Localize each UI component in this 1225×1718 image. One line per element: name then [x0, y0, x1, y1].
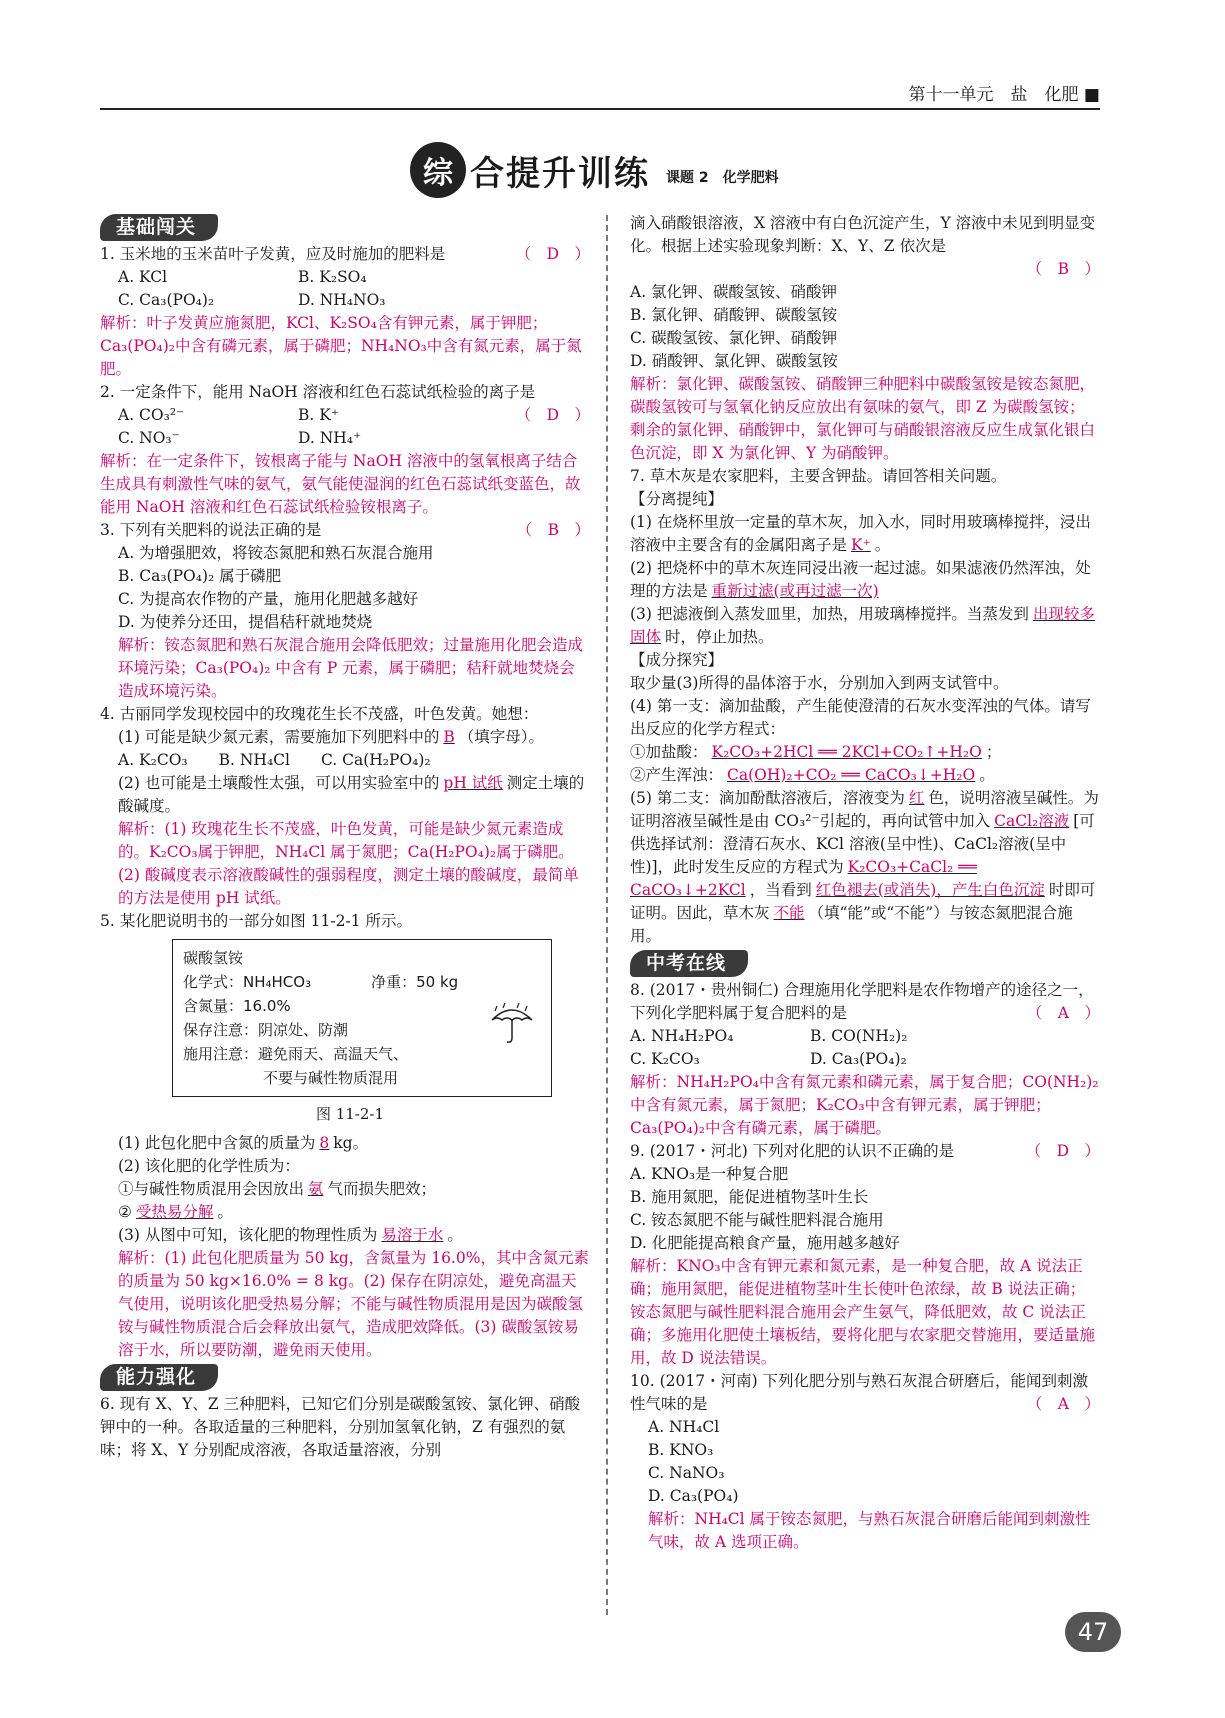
q8-answer: （ A ）: [1026, 1004, 1100, 1022]
page-title: [410, 140, 779, 200]
q3-stem: 3. 下列有关肥料的说法正确的是: [100, 521, 322, 539]
question-7: [630, 465, 1100, 948]
q7-sub2-text: (2) 把烧杯中的草木灰连同浸出液一起过滤。如果滤液仍然浑浊，处理的方法是: [630, 559, 1091, 600]
q7-sub4b-text: ②产生浑浊：: [630, 766, 724, 784]
box-name: 碳酸氢铵: [183, 949, 244, 967]
q7-sub4a-text: ①加盐酸：: [630, 743, 708, 761]
q5-sub2b-answer: 受热易分解: [135, 1203, 214, 1221]
fertilizer-label-box: [172, 939, 552, 1097]
q8-option-c: C. K₂CO₃: [630, 1050, 700, 1068]
q5-sub2a-text: ①与碱性物质混用会因放出: [118, 1180, 305, 1198]
left-column: [100, 212, 590, 1462]
q2-stem: 2. 一定条件下，能用 NaOH 溶液和红色石蕊试纸检验的离子是: [100, 383, 536, 401]
q7-sub4: (4) 第一支：滴加盐酸，产生能使澄清的石灰水变浑浊的气体。请写出反应的化学方程式：: [630, 697, 1091, 738]
q7-sub5-answer-3: K₂CO₃+CaCl₂ ══ CaCO₃↓+2KCl: [630, 858, 977, 899]
q7-sub1-tail: 。: [874, 536, 891, 554]
q7-sub4b-tail: 。: [979, 766, 995, 784]
q4-stem: 4. 古丽同学发现校园中的玫瑰花生长不茂盛，叶色发黄。她想：: [100, 705, 539, 723]
q5-analysis: 解析：(1) 此包化肥质量为 50 kg，含氮量为 16.0%，其中含氮元素的质量为 50 kg×16.0% = 8 kg。(2) 保存在阴凉处，避免高温天气使用，说明该化肥受热易分解；不能与碱性物质混用是因为碳酸氢铵与碱性物质混合后会释放出氨气，造成肥效降低。(3) 碳酸氢铵易溶于水，所以要防潮，避免雨天使用。: [118, 1249, 589, 1359]
question-10: [630, 1370, 1100, 1554]
q4-sub1-answer: B: [443, 728, 455, 746]
q1-answer: （ D ）: [515, 245, 590, 263]
column-divider: [606, 215, 608, 1615]
q1-option-d: D. NH₄NO₃: [298, 291, 386, 309]
q7-heading-2: 【成分探究】: [630, 651, 724, 669]
q8-analysis: 解析：NH₄H₂PO₄中含有氮元素和磷元素，属于复合肥；CO(NH₂)₂中含有氮元素，属于氮肥；K₂CO₃中含有钾元素，属于钾肥；Ca₃(PO₄)₂中含有磷元素，属于磷肥。: [630, 1073, 1099, 1137]
q7-sub5-text-2: 色，说明溶液呈碱性。为证明溶液呈碱性是由 CO₃²⁻引起的，再向试管中加入: [630, 789, 1099, 830]
q5-sub2a-answer: 氨: [308, 1180, 324, 1198]
q2-option-a: A. CO₃²⁻: [118, 406, 185, 424]
q5-sub1-text: (1) 此包化肥中含氮的质量为: [118, 1134, 316, 1152]
question-6-cont: [630, 212, 1100, 465]
q10-analysis: 解析：NH₄Cl 属于铵态氮肥，与熟石灰混合研磨后能闻到刺激性气味，故 A 选项正确。: [648, 1510, 1091, 1551]
figure-caption: 图 11-2-1: [315, 1105, 385, 1123]
title-sub: 课题 2 化学肥料: [666, 170, 779, 186]
q7-sub2-answer: 重新过滤(或再过滤一次): [711, 582, 879, 600]
q5-stem: 5. 某化肥说明书的一部分如图 11-2-1 所示。: [100, 912, 412, 930]
q9-option-a: A. KNO₃是一种复合肥: [630, 1165, 789, 1183]
q7-sub3-text: (3) 把滤液倒入蒸发皿里，加热，用玻璃棒搅拌。当蒸发到: [630, 605, 1029, 623]
q4-sub1-text: (1) 可能是缺少氮元素，需要施加下列肥料中的: [118, 728, 440, 746]
q1-analysis: 解析：叶子发黄应施氮肥，KCl、K₂SO₄含有钾元素，属于钾肥；Ca₃(PO₄)₂中含有磷元素，属于磷肥；NH₄NO₃中含有氮元素，属于氮肥。: [100, 314, 582, 378]
right-column: [630, 212, 1100, 1554]
title-main: 合提升训练: [470, 153, 650, 194]
q5-sub1-answer: 8: [319, 1134, 330, 1152]
q7-sub5-text-3: [可供选择试剂：澄清石灰水、KCl 溶液(呈中性)、CaCl₂溶液(呈中性)]，此时发生反应的方程式为: [630, 812, 1095, 876]
q8-option-d: D. Ca₃(PO₄)₂: [810, 1050, 907, 1068]
q5-sub3-text: (3) 从图中可知，该化肥的物理性质为: [118, 1226, 378, 1244]
q5-sub3-tail: 。: [447, 1226, 463, 1244]
q7-stem: 7. 草木灰是农家肥料，主要含钾盐。请回答相关问题。: [630, 467, 1007, 485]
q8-option-a: A. NH₄H₂PO₄: [630, 1027, 734, 1045]
question-3: [100, 519, 590, 703]
q4-sub1-tail: （填字母）。: [458, 728, 545, 746]
q7-sub5-text: (5) 第二支：滴加酚酞溶液后，溶液变为: [630, 789, 905, 807]
q10-option-d: D. Ca₃(PO₄): [648, 1487, 739, 1505]
q6-stem: 6. 现有 X、Y、Z 三种肥料，已知它们分别是碳酸氢铵、氯化钾、硝酸钾中的一种。各取适量的三种肥料，分别加氢氧化钠，Z 有强烈的氨味；将 X、Y 分别配成溶液，各取适量溶液，分别: [100, 1395, 581, 1459]
q7-sub5-text-6: （填“能”或“不能”）与铵态氮肥混合施用。: [630, 904, 1073, 945]
question-1: [100, 243, 590, 381]
q9-option-c: C. 铵态氮肥不能与碱性肥料混合施用: [630, 1211, 884, 1229]
q7-sub5-answer-2: CaCl₂溶液: [994, 812, 1070, 830]
q2-option-b: B. K⁺: [298, 406, 340, 424]
q6-option-d: D. 硝酸钾、氯化钾、碳酸氢铵: [630, 352, 838, 370]
q6-analysis: 解析：氯化钾、碳酸氢铵、硝酸钾三种肥料中碳酸氢铵是铵态氮肥，碳酸氢铵可与氢氧化钠反应放出有氨味的氨气，即 Z 为碳酸氢铵；剩余的氯化钾、硝酸钾中，氯化钾可与硝酸银溶液反应生成氯化银白色沉淀，即 X 为氯化钾、Y 为硝酸钾。: [630, 375, 1096, 462]
q5-sub2a-tail: 气而损失肥效；: [327, 1180, 437, 1198]
box-usage-2: 不要与碱性物质混用: [263, 1069, 399, 1087]
question-5: [100, 910, 590, 1362]
q6-option-b: B. 氯化钾、硝酸钾、碳酸氢铵: [630, 306, 838, 324]
q10-answer: （ A ）: [1026, 1395, 1100, 1413]
q7-sub5-answer-4: 红色褪去(或消失)，产生白色沉淀: [815, 881, 1045, 899]
q7-sub5-answer-5: 不能: [773, 904, 805, 922]
q7-sub4a-tail: ；: [985, 743, 1002, 761]
question-2: [100, 381, 590, 519]
q5-sub2: (2) 该化肥的化学性质为：: [118, 1157, 300, 1175]
q3-option-d: D. 为使养分还田，提倡秸秆就地焚烧: [118, 613, 373, 631]
q4-options: A. K₂CO₃ B. NH₄Cl C. Ca(H₂PO₄)₂: [118, 751, 431, 769]
q5-sub2b-text: ②: [118, 1203, 132, 1221]
page-header: [100, 78, 1100, 110]
section-ability: 能力强化: [100, 1364, 218, 1391]
question-8: [630, 979, 1100, 1140]
q1-option-a: A. KCl: [118, 268, 168, 286]
q8-option-b: B. CO(NH₂)₂: [810, 1027, 908, 1045]
q1-option-b: B. K₂SO₄: [298, 268, 367, 286]
section-basic: 基础闯关: [100, 214, 218, 241]
title-circle: 综: [410, 142, 466, 198]
q4-sub2-answer: pH 试纸: [443, 774, 503, 792]
q7-sub4a-answer: K₂CO₃+2HCl ══ 2KCl+CO₂↑+H₂O: [711, 743, 982, 761]
box-storage: 保存注意：阴凉处、防潮: [183, 1021, 349, 1039]
box-nitrogen: 含氮量：16.0%: [183, 997, 291, 1015]
q7-heading-1: 【分离提纯】: [630, 490, 724, 508]
q2-analysis: 解析：在一定条件下，铵根离子能与 NaOH 溶液中的氢氧根离子结合生成具有刺激性气味的氨气，氨气能使湿润的红色石蕊试纸变蓝色，故能用 NaOH 溶液和红色石蕊试纸检验铵根离子。: [100, 452, 581, 516]
q3-answer: （ B ）: [516, 521, 590, 539]
q10-option-c: C. NaNO₃: [648, 1464, 725, 1482]
q7-sub3-tail: 时，停止加热。: [665, 628, 774, 646]
box-formula: 化学式：NH₄HCO₃: [183, 973, 312, 991]
q9-option-d: D. 化肥能提高粮食产量，施用越多越好: [630, 1234, 900, 1252]
q6-stem-cont: 滴入硝酸银溶液，X 溶液中有白色沉淀产生，Y 溶液中未见到明显变化。根据上述实验现象判断：X、Y、Z 依次是: [630, 214, 1096, 255]
q6-answer: （ B ）: [1026, 260, 1100, 278]
q3-option-b: B. Ca₃(PO₄)₂ 属于磷肥: [118, 567, 282, 585]
q10-option-a: A. NH₄Cl: [648, 1418, 720, 1436]
q1-option-c: C. Ca₃(PO₄)₂: [118, 291, 215, 309]
q9-option-b: B. 施用氮肥，能促进植物茎叶生长: [630, 1188, 869, 1206]
page-number: 47: [1065, 1612, 1121, 1652]
q3-option-a: A. 为增强肥效，将铵态氮肥和熟石灰混合施用: [118, 544, 434, 562]
q3-option-c: C. 为提高农作物的产量，施用化肥越多越好: [118, 590, 419, 608]
q5-sub1-tail: kg。: [333, 1134, 369, 1152]
unit-title: 第十一单元 盐 化肥 ■: [908, 85, 1100, 105]
q2-answer: （ D ）: [515, 406, 590, 424]
q6-option-a: A. 氯化钾、碳酸氢铵、硝酸钾: [630, 283, 838, 301]
q1-stem: 1. 玉米地的玉米苗叶子发黄，应及时施加的肥料是: [100, 245, 446, 263]
q4-sub2-tail: 测定土壤的酸碱度。: [118, 774, 585, 815]
q8-stem: 8. (2017・贵州铜仁) 合理施用化学肥料是农作物增产的途径之一，下列化学肥料属于复合肥料的是: [630, 981, 1094, 1022]
q10-option-b: B. KNO₃: [648, 1441, 714, 1459]
section-exam: 中考在线: [630, 950, 748, 977]
q5-sub2b-tail: 。: [217, 1203, 233, 1221]
q7-sub5-text-5: 时即可证明。因此，草木灰: [630, 881, 1096, 922]
q7-sub1-answer: K⁺: [851, 536, 871, 554]
box-weight: 净重：50 kg: [371, 973, 459, 991]
q3-analysis: 解析：铵态氮肥和熟石灰混合施用会降低肥效；过量施用化肥会造成环境污染；Ca₃(PO₄)₂ 中含有 P 元素，属于磷肥；秸秆就地焚烧会造成环境污染。: [118, 636, 584, 700]
q4-sub2-text: (2) 也可能是土壤酸性太强，可以用实验室中的: [118, 774, 440, 792]
q7-sub5-text-4: ，当看到: [749, 881, 812, 899]
q2-option-c: C. NO₃⁻: [118, 429, 180, 447]
q10-stem: 10. (2017・河南) 下列化肥分别与熟石灰混合研磨后，能闻到刺激性气味的是: [630, 1372, 1089, 1413]
q7-sub3-answer: 出现较多固体: [630, 605, 1095, 646]
q9-answer: （ D ）: [1025, 1142, 1100, 1160]
q6-option-c: C. 碳酸氢铵、氯化钾、硝酸钾: [630, 329, 838, 347]
q9-stem: 9. (2017・河北) 下列对化肥的认识不正确的是: [630, 1142, 955, 1160]
q7-text-1: 取少量(3)所得的晶体溶于水，分别加入到两支试管中。: [630, 674, 1009, 692]
question-9: [630, 1140, 1100, 1370]
q7-sub5-answer-1: 红: [908, 789, 925, 807]
q5-sub3-answer: 易溶于水: [381, 1226, 444, 1244]
q4-analysis: 解析：(1) 玫瑰花生长不茂盛，叶色发黄，可能是缺少氮元素造成的。K₂CO₃属于钾肥，NH₄Cl 属于氮肥；Ca(H₂PO₄)₂属于磷肥。(2) 酸碱度表示溶液酸碱性的强弱程度，测定土壤的酸碱度，最简单的方法是使用 pH 试纸。: [118, 820, 579, 907]
box-usage: 施用注意：避免雨天、高温天气、: [183, 1045, 409, 1063]
q2-option-d: D. NH₄⁺: [298, 429, 362, 447]
umbrella-icon: [487, 998, 537, 1048]
q7-sub4b-answer: Ca(OH)₂+CO₂ ══ CaCO₃↓+H₂O: [727, 766, 976, 784]
q7-sub1-text: (1) 在烧杯里放一定量的草木灰，加入水，同时用玻璃棒搅拌，浸出溶液中主要含有的金属阳离子是: [630, 513, 1091, 554]
q9-analysis: 解析：KNO₃中含有钾元素和氮元素，是一种复合肥，故 A 说法正确；施用氮肥，能促进植物茎叶生长使叶色浓绿，故 B 说法正确；铵态氮肥与碱性肥料混合施用会产生氨气，降低肥效，故 C 说法正确；多施用化肥使土壤板结，要将化肥与农家肥交替施用，要适量施用，故 D 说法错误。: [630, 1257, 1096, 1367]
question-4: [100, 703, 590, 910]
